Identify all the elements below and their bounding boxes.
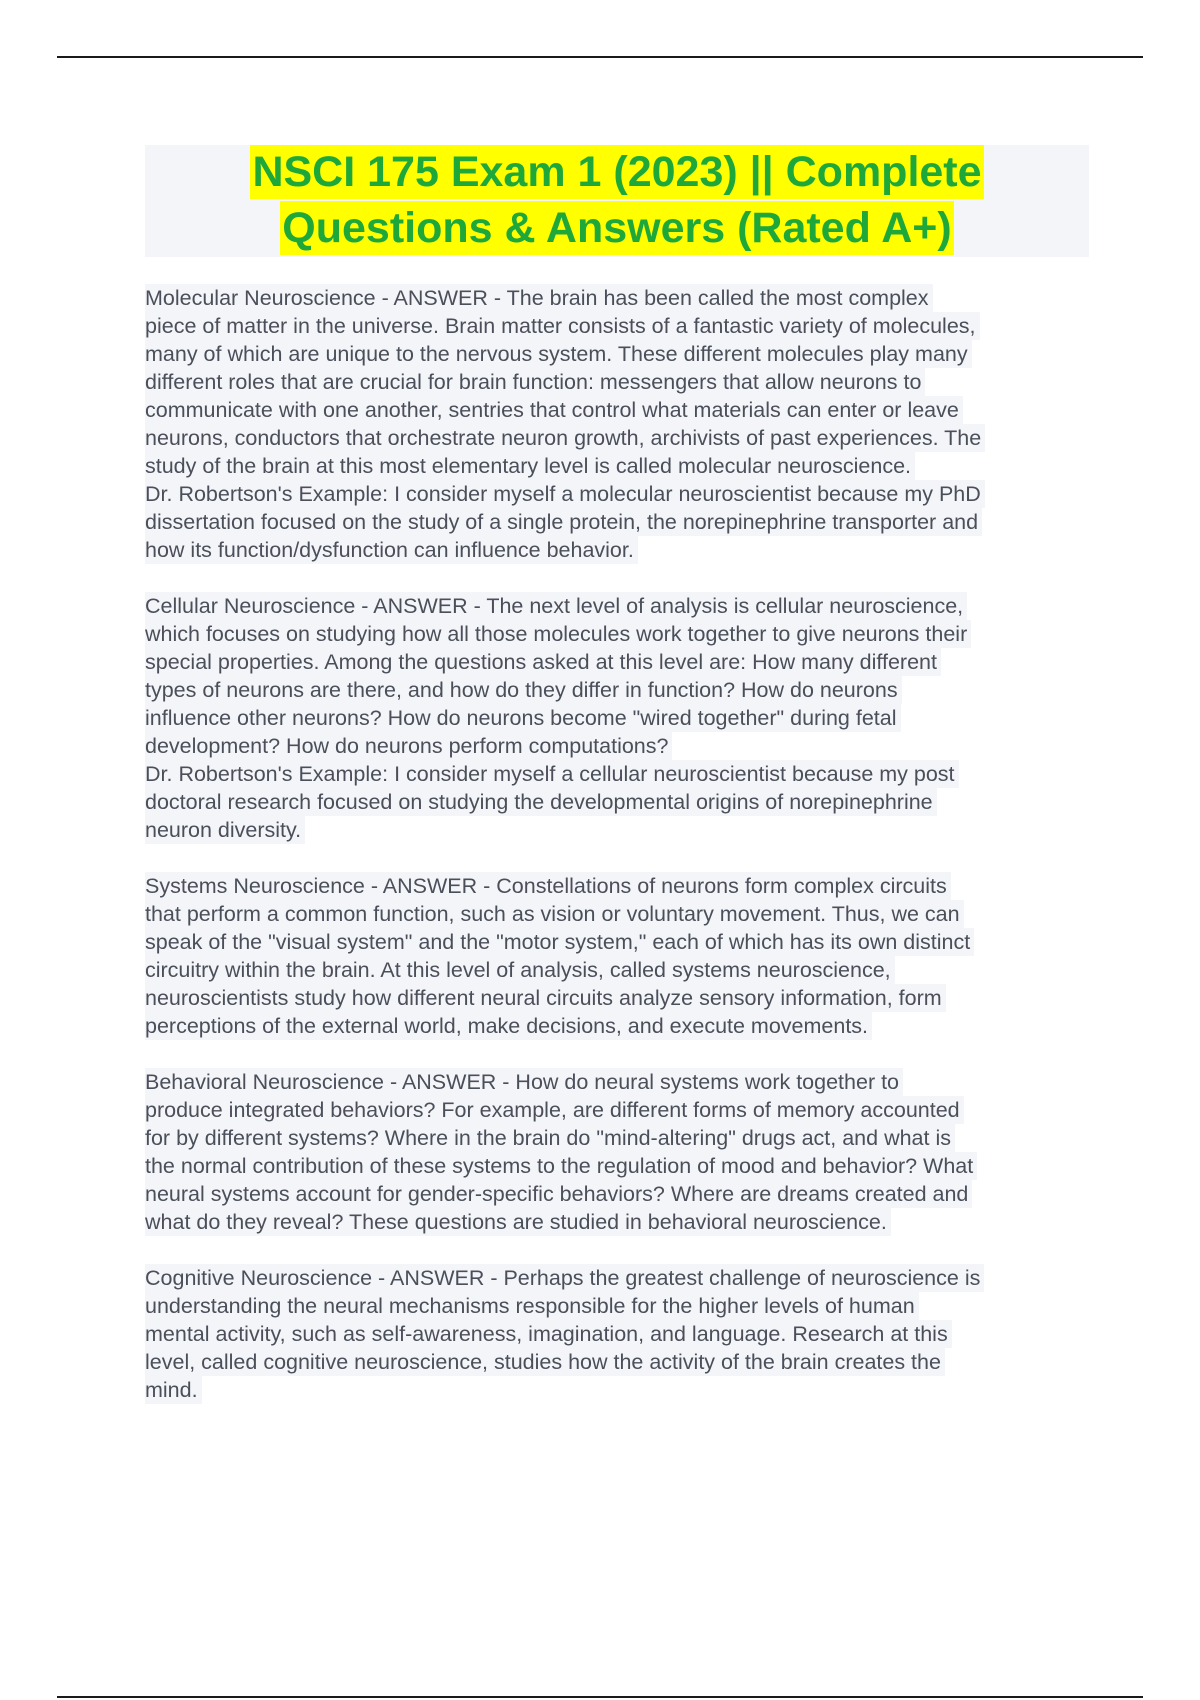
text-line: which focuses on studying how all those molecules work together to give neurons their (145, 620, 971, 648)
bottom-rule (57, 1696, 1143, 1698)
text-line: influence other neurons? How do neurons become "wired together" during fetal (145, 704, 901, 732)
text-line: Cellular Neuroscience - ANSWER - The next level of analysis is cellular neuroscience, (145, 592, 967, 620)
text-line: Dr. Robertson's Example: I consider myself a cellular neuroscientist because my post (145, 760, 959, 788)
text-line: circuitry within the brain. At this level of analysis, called systems neuroscience, (145, 956, 895, 984)
text-line: Dr. Robertson's Example: I consider myself a molecular neuroscientist because my PhD (145, 480, 985, 508)
text-line: Behavioral Neuroscience - ANSWER - How do neural systems work together to (145, 1068, 903, 1096)
text-line: study of the brain at this most elementary level is called molecular neuroscience. (145, 452, 915, 480)
text-line: types of neurons are there, and how do they differ in function? How do neurons (145, 676, 902, 704)
text-line: mental activity, such as self-awareness, imagination, and language. Research at this (145, 1320, 952, 1348)
qa-entry-cognitive (145, 1264, 1091, 1404)
text-line: speak of the "visual system" and the "motor system," each of which has its own distinct (145, 928, 974, 956)
text-line: Molecular Neuroscience - ANSWER - The brain has been called the most complex (145, 284, 933, 312)
text-line: neuroscientists study how different neural circuits analyze sensory information, form (145, 984, 946, 1012)
text-line: understanding the neural mechanisms responsible for the higher levels of human (145, 1292, 919, 1320)
text-line: dissertation focused on the study of a single protein, the norepinephrine transporter and (145, 508, 982, 536)
text-line: what do they reveal? These questions are studied in behavioral neuroscience. (145, 1208, 891, 1236)
document-title (145, 145, 1089, 257)
text-line: level, called cognitive neuroscience, studies how the activity of the brain creates the (145, 1348, 945, 1376)
top-rule (57, 56, 1143, 58)
text-line: Systems Neuroscience - ANSWER - Constellations of neurons form complex circuits (145, 872, 951, 900)
text-line: different roles that are crucial for brain function: messengers that allow neurons to (145, 368, 925, 396)
text-line: for by different systems? Where in the brain do "mind-altering" drugs act, and what is (145, 1124, 955, 1152)
text-line: special properties. Among the questions asked at this level are: How many different (145, 648, 941, 676)
text-line: neuron diversity. (145, 816, 305, 844)
qa-entry-molecular (145, 284, 1091, 564)
text-line: neurons, conductors that orchestrate neuron growth, archivists of past experiences. The (145, 424, 985, 452)
qa-entry-systems (145, 872, 1091, 1040)
text-line: communicate with one another, sentries that control what materials can enter or leave (145, 396, 963, 424)
title-line-2: Questions & Answers (Rated A+) (280, 201, 953, 255)
text-line: the normal contribution of these systems to the regulation of mood and behavior? What (145, 1152, 977, 1180)
text-line: neural systems account for gender-specific behaviors? Where are dreams created and (145, 1180, 972, 1208)
text-line: perceptions of the external world, make decisions, and execute movements. (145, 1012, 872, 1040)
qa-entry-behavioral (145, 1068, 1091, 1236)
text-line: many of which are unique to the nervous system. These different molecules play many (145, 340, 972, 368)
qa-entry-cellular (145, 592, 1091, 844)
text-line: piece of matter in the universe. Brain matter consists of a fantastic variety of molecules, (145, 312, 980, 340)
text-line: doctoral research focused on studying the developmental origins of norepinephrine (145, 788, 937, 816)
text-line: how its function/dysfunction can influence behavior. (145, 536, 638, 564)
document-body (145, 284, 1091, 1432)
text-line: Cognitive Neuroscience - ANSWER - Perhaps the greatest challenge of neuroscience is (145, 1264, 984, 1292)
text-line: mind. (145, 1376, 202, 1404)
text-line: produce integrated behaviors? For example, are different forms of memory accounted (145, 1096, 964, 1124)
text-line: development? How do neurons perform computations? (145, 732, 672, 760)
text-line: that perform a common function, such as vision or voluntary movement. Thus, we can (145, 900, 964, 928)
title-line-1: NSCI 175 Exam 1 (2023) || Complete (250, 145, 983, 199)
